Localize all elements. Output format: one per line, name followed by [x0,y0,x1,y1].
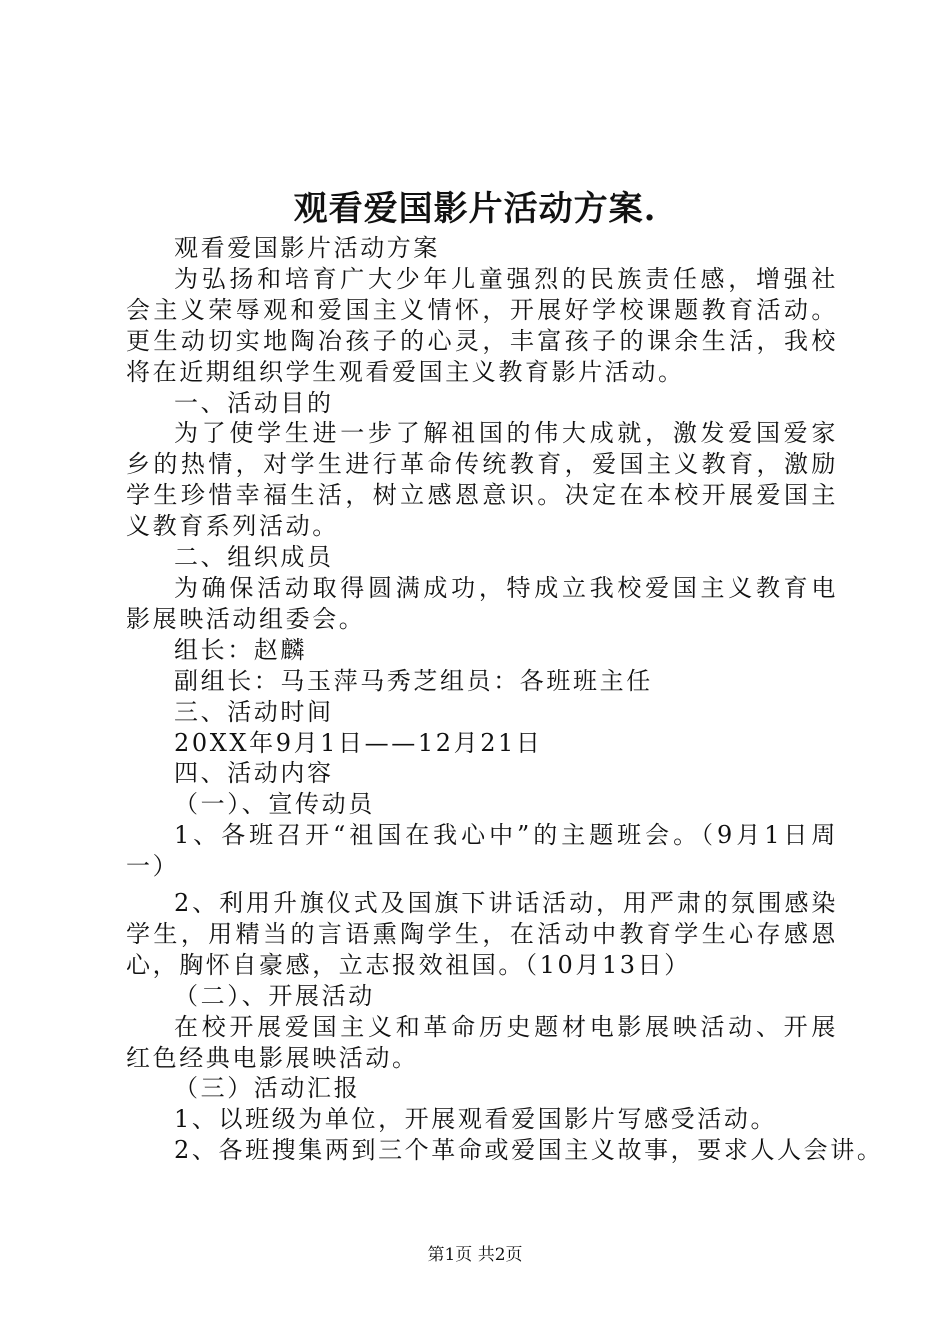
promotion-item-1: 1、各班召开“祖国在我心中”的主题班会。（9月1日周一） [126,821,838,881]
purpose-paragraph: 为了使学生进一步了解祖国的伟大成就，激发爱国爱家乡的热情，对学生进行革命传统教育，爱国主义教育，激励学生珍惜幸福生活，树立感恩意识。决定在本校开展爱国主义教育系列活动。 [126,419,838,541]
section-heading-members: 二、组织成员 [174,543,334,572]
page-number-footer: 第1页 共2页 [427,1245,523,1265]
section-heading-purpose: 一、活动目的 [174,388,334,417]
subsection-heading-promotion: （一）、宣传动员 [174,790,375,819]
section-heading-content: 四、活动内容 [174,759,334,788]
document-title: 观看爱国影片活动方案. [293,189,657,229]
intro-paragraph: 为弘扬和培育广大少年儿童强烈的民族责任感，增强社会主义荣辱观和爱国主义情怀，开展好学校课题教育活动。更生动切实地陶冶孩子的心灵，丰富孩子的课余生活，我校将在近期组织学生观看爱国主义教育影片活动。 [126,264,838,386]
subtitle-line: 观看爱国影片活动方案 [174,234,440,262]
section-heading-time: 三、活动时间 [174,697,334,726]
members-paragraph: 为确保活动取得圆满成功，特成立我校爱国主义教育电影展映活动组委会。 [126,573,838,633]
time-line: 20XX年9月1日——12月21日 [174,728,543,757]
report-item-1: 1、以班级为单位，开展观看爱国影片写感受活动。 [174,1105,778,1134]
subsection-heading-report: （三）活动汇报 [174,1074,361,1103]
deputy-leader-line: 副组长：马玉萍马秀芝组员：各班班主任 [174,666,653,695]
promotion-item-2: 2、利用升旗仪式及国旗下讲话活动，用严肃的氛围感染学生，用精当的言语熏陶学生，在活动中教育学生心存感恩心，胸怀自豪感，立志报效祖国。（10月13日） [126,889,838,979]
report-item-2: 2、各班搜集两到三个革命或爱国主义故事，要求人人会讲。 [174,1136,884,1165]
activities-paragraph: 在校开展爱国主义和革命历史题材电影展映活动、开展红色经典电影展映活动。 [126,1012,838,1072]
document-body [126,233,884,1166]
leader-line: 组长：赵麟 [174,635,307,664]
subsection-heading-activities: （二）、开展活动 [174,981,375,1010]
